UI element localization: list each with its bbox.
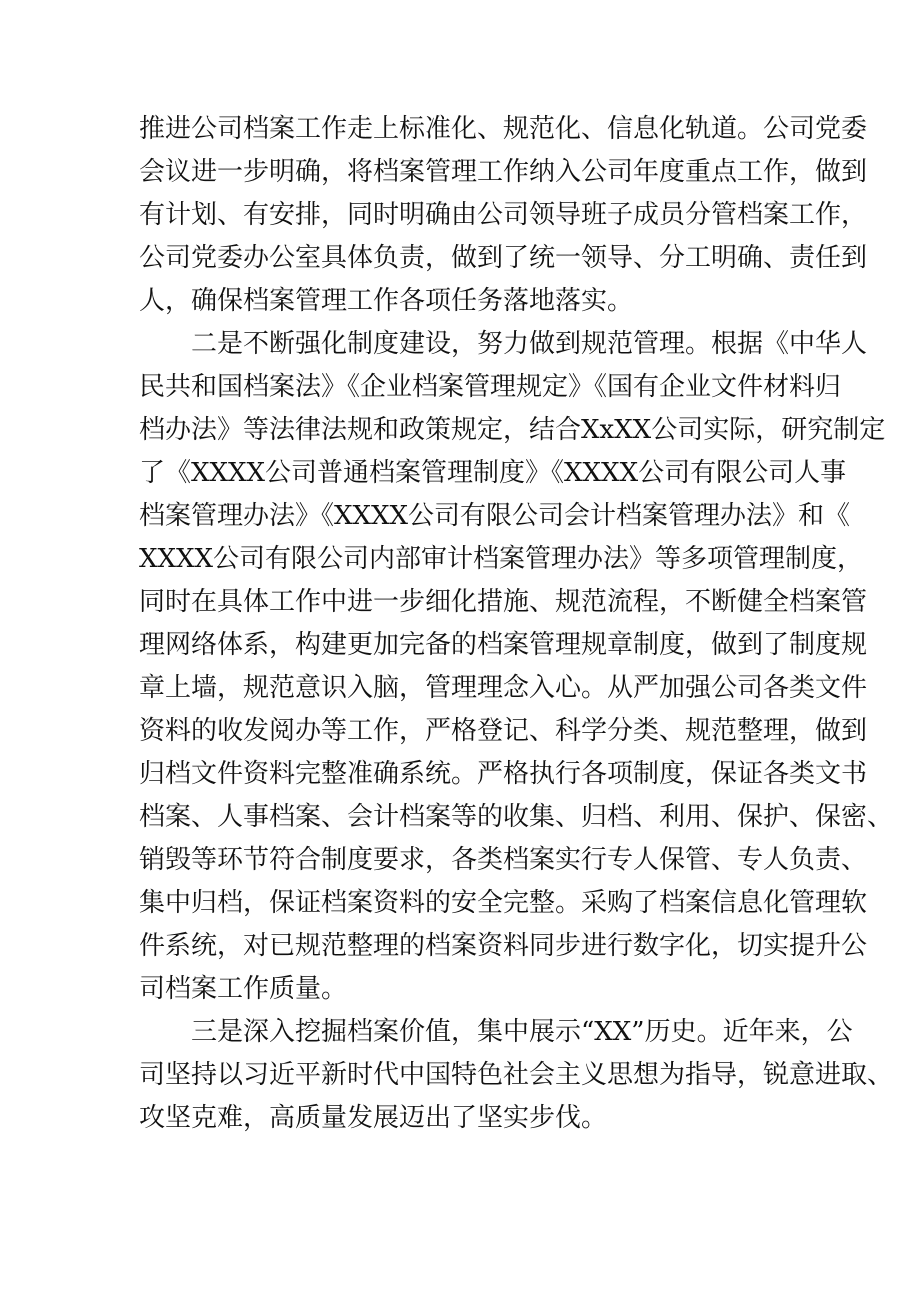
paragraph-2-line: 销毁等环节符合制度要求，各类档案实行专人保管、专人负责、 <box>139 845 868 875</box>
paragraph-1-line: 推进公司档案工作走上标准化、规范化、信息化轨道。公司党委 <box>139 114 868 144</box>
paragraph-3-line: 司坚持以习近平新时代中国特色社会主义思想为指导，锐意进取、 <box>139 1060 894 1090</box>
paragraph-3-line: 攻坚克难，高质量发展迈出了坚实步伐。 <box>139 1103 608 1133</box>
paragraph-2-line: 资料的收发阅办等工作，严格登记、科学分类、规范整理，做到 <box>139 716 868 746</box>
paragraph-2-line: 档办法》等法律法规和政策规定，结合XxXX公司实际，研究制定 <box>139 415 886 445</box>
paragraph-2-line: 件系统，对已规范整理的档案资料同步进行数字化，切实提升公 <box>139 931 868 961</box>
paragraph-1-line: 公司党委办公室具体负责，做到了统一领导、分工明确、责任到 <box>139 243 868 273</box>
paragraph-2-line: XXXX公司有限公司内部审计档案管理办法》等多项管理制度， <box>139 544 864 574</box>
paragraph-2-line: 档案、人事档案、会计档案等的收集、归档、利用、保护、保密、 <box>139 802 894 832</box>
paragraph-2-line: 章上墙，规范意识入脑，管理理念入心。从严加强公司各类文件 <box>139 673 868 703</box>
paragraph-3-line: 三是深入挖掘档案价值，集中展示“XX”历史。近年来，公 <box>191 1017 853 1047</box>
paragraph-2-line: 集中归档，保证档案资料的安全完整。采购了档案信息化管理软 <box>139 888 868 918</box>
paragraph-2-line: 归档文件资料完整准确系统。严格执行各项制度，保证各类文书 <box>139 759 868 789</box>
paragraph-2-line: 理网络体系，构建更加完备的档案管理规章制度，做到了制度规 <box>139 630 868 660</box>
paragraph-1-line: 会议进一步明确，将档案管理工作纳入公司年度重点工作，做到 <box>139 157 868 187</box>
paragraph-2-line: 二是不断强化制度建设，努力做到规范管理。根据《中华人 <box>191 329 868 359</box>
paragraph-2-line: 档案管理办法》《XXXX公司有限公司会计档案管理办法》和《 <box>139 501 851 531</box>
paragraph-2-line: 司档案工作质量。 <box>139 974 348 1004</box>
document-body <box>139 108 894 1140</box>
paragraph-1-line: 有计划、有安排，同时明确由公司领导班子成员分管档案工作， <box>139 200 868 230</box>
paragraph-2-line: 同时在具体工作中进一步细化措施、规范流程，不断健全档案管 <box>139 587 868 617</box>
paragraph-2-line: 了《XXXX公司普通档案管理制度》《XXXX公司有限公司人事 <box>139 458 847 488</box>
paragraph-2-line: 民共和国档案法》《企业档案管理规定》《国有企业文件材料归 <box>139 372 842 402</box>
paragraph-1-line: 人，确保档案管理工作各项任务落地落实。 <box>139 286 634 316</box>
